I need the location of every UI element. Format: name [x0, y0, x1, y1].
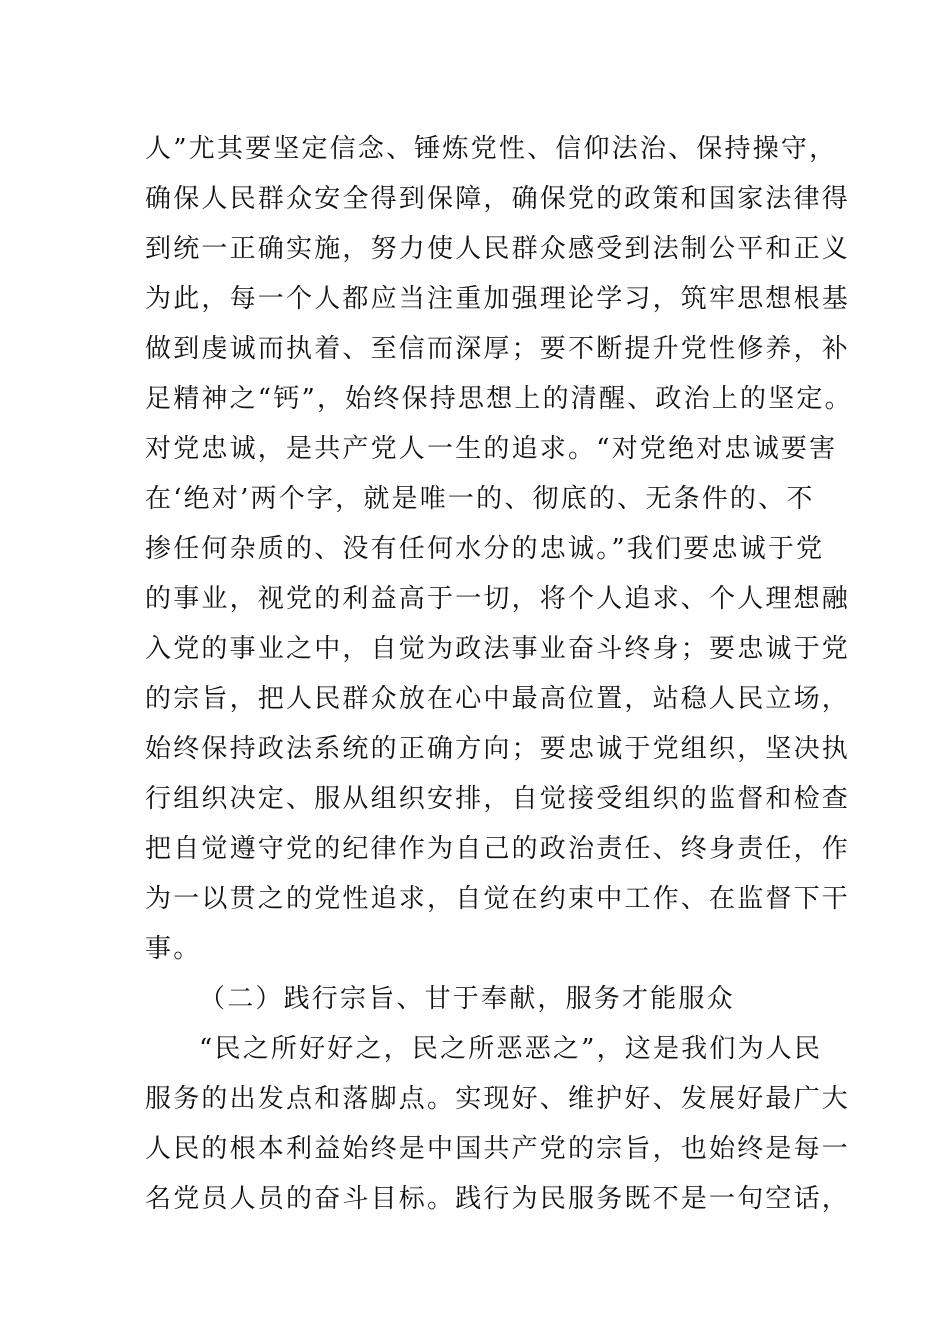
document-body [145, 124, 853, 1224]
text-line: 始终保持政法系统的正确方向；要忠诚于党组织，坚决执 [145, 734, 851, 764]
text-line: 把自觉遵守党的纪律作为自己的政治责任、终身责任，作 [145, 834, 851, 864]
text-line: 在‘绝对’两个字，就是唯一的、彻底的、无条件的、不 [145, 484, 815, 514]
text-line: 掺任何杂质的、没有任何水分的忠诚。”我们要忠诚于党 [145, 534, 825, 564]
text-line: 服务的出发点和落脚点。实现好、维护好、发展好最广大 [145, 1084, 851, 1114]
text-line: 对党忠诚，是共产党人一生的追求。“对党绝对忠诚要害 [145, 434, 838, 464]
text-line: 的宗旨，把人民群众放在心中最高位置，站稳人民立场， [145, 684, 851, 714]
text-line: 入党的事业之中，自觉为政法事业奋斗终身；要忠诚于党 [145, 634, 851, 664]
text-line: 为此，每一个人都应当注重加强理论学习，筑牢思想根基 [145, 284, 851, 314]
text-line: 确保人民群众安全得到保障，确保党的政策和国家法律得 [145, 184, 851, 214]
text-line: 的事业，视党的利益高于一切，将个人追求、个人理想融 [145, 584, 851, 614]
text-line: 事。 [145, 934, 202, 964]
text-line: 人”尤其要坚定信念、锤炼党性、信仰法治、保持操守， [145, 134, 838, 164]
text-line: “民之所好好之，民之所恶恶之”，这是我们为人民 [199, 1034, 823, 1064]
text-line: 名党员人员的奋斗目标。践行为民服务既不是一句空话， [145, 1184, 851, 1214]
text-line: 人民的根本利益始终是中国共产党的宗旨，也始终是每一 [145, 1134, 851, 1164]
text-line: 为一以贯之的党性追求，自觉在约束中工作、在监督下干 [145, 884, 851, 914]
section-heading: （二）践行宗旨、甘于奉献，服务才能服众 [199, 984, 735, 1014]
text-line: 行组织决定、服从组织安排，自觉接受组织的监督和检查 [145, 784, 851, 814]
text-line: 足精神之“钙”，始终保持思想上的清醒、政治上的坚定。 [145, 384, 853, 414]
text-line: 到统一正确实施，努力使人民群众感受到法制公平和正义 [145, 234, 851, 264]
text-line: 做到虔诚而执着、至信而深厚；要不断提升党性修养，补 [145, 334, 851, 364]
